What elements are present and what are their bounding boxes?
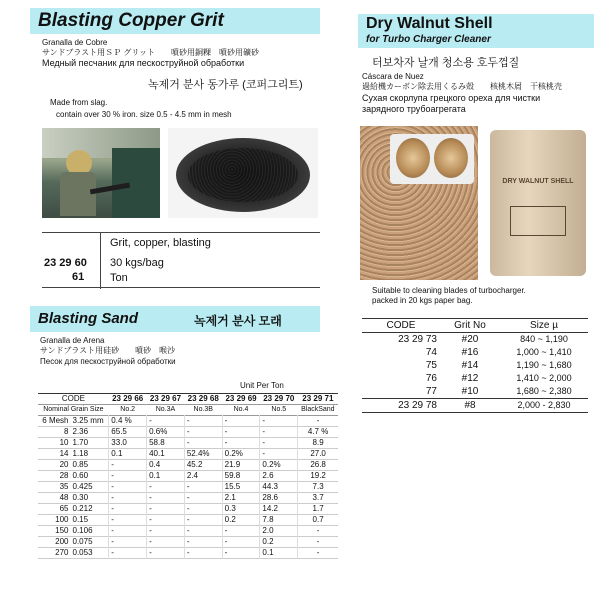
mesh-cell: 14 xyxy=(59,449,69,458)
mesh-cell: 8 xyxy=(64,427,69,436)
percent-cell: 27.0 xyxy=(298,449,338,460)
percent-cell: - xyxy=(184,515,222,526)
grit-cell: #20 xyxy=(461,334,479,345)
copper-spec-unit: Ton xyxy=(110,272,128,284)
percent-cell: 1.7 xyxy=(298,504,338,515)
walnut-size-header: Size µ xyxy=(530,320,558,331)
percent-cell: - xyxy=(184,526,222,537)
size-cell: 1.70 xyxy=(72,438,89,447)
percent-cell: 0.1 xyxy=(260,548,298,559)
percent-cell: - xyxy=(147,504,185,515)
code-cell: 23 29 73 xyxy=(398,334,437,345)
table-row xyxy=(38,482,338,493)
table-row xyxy=(38,471,338,482)
table-row xyxy=(362,333,588,347)
percent-cell: - xyxy=(184,416,222,427)
percent-cell: 65.5 xyxy=(109,427,147,438)
table-row xyxy=(362,372,588,385)
code-cell: 23 29 78 xyxy=(398,400,437,411)
percent-cell: - xyxy=(222,526,260,537)
size-cell: 1,190 ~ 1,680 xyxy=(516,360,572,370)
size-cell: 2.36 xyxy=(72,427,89,436)
sand-code-col: 23 29 69 xyxy=(225,394,257,403)
copper-grit-photo xyxy=(168,128,318,218)
mesh-cell: 65 xyxy=(59,504,69,513)
percent-cell: - xyxy=(298,537,338,548)
copper-title: Blasting Copper Grit xyxy=(38,10,224,31)
mesh-cell: 200 xyxy=(55,537,69,546)
walnut-japanese: 過給機カーボン除去用くるみ殻 核桃木屑 干核桃壳 xyxy=(362,82,562,91)
percent-cell: - xyxy=(109,460,147,471)
copper-spec-pack: 30 kgs/bag xyxy=(110,257,164,269)
size-cell: 1.18 xyxy=(72,449,89,458)
grit-cell: #14 xyxy=(461,360,479,371)
sand-title-banner xyxy=(30,306,320,332)
size-cell: 0.60 xyxy=(72,471,89,480)
percent-cell: - xyxy=(109,471,147,482)
percent-cell: - xyxy=(147,526,185,537)
copper-korean: 녹제거 분사 동가루 (코퍼그리트) xyxy=(148,79,303,91)
percent-cell: - xyxy=(147,537,185,548)
sand-code-col: 23 29 66 xyxy=(112,394,144,403)
walnut-spanish: Cáscara de Nuez xyxy=(362,72,424,81)
sand-no-col: No.4 xyxy=(233,406,249,413)
sand-grain-header: Nominal Grain Size xyxy=(43,406,104,413)
sand-code-header: CODE xyxy=(61,394,85,403)
table-row xyxy=(38,416,338,427)
table-row xyxy=(38,526,338,537)
percent-cell: 8.9 xyxy=(298,438,338,449)
copper-japanese: サンドブラスト用ＳＰ グリット 噴砂用銅粿 噴砂用礦砂 xyxy=(42,48,260,57)
percent-cell: - xyxy=(298,526,338,537)
percent-cell: - xyxy=(184,482,222,493)
percent-cell: - xyxy=(184,537,222,548)
percent-cell: - xyxy=(109,526,147,537)
percent-cell: - xyxy=(109,515,147,526)
percent-cell: - xyxy=(222,438,260,449)
code-cell: 77 xyxy=(425,386,437,397)
walnut-title-banner xyxy=(358,14,594,48)
percent-cell: 0.2 xyxy=(260,537,298,548)
table-row xyxy=(38,548,338,559)
percent-cell: - xyxy=(109,548,147,559)
copper-code-b: 61 xyxy=(72,271,85,283)
sand-no-col: No.5 xyxy=(271,406,287,413)
percent-cell: - xyxy=(184,504,222,515)
percent-cell: - xyxy=(109,537,147,548)
percent-cell: - xyxy=(147,493,185,504)
sand-title: Blasting Sand xyxy=(38,310,139,327)
percent-cell: 28.6 xyxy=(260,493,298,504)
percent-cell: 40.1 xyxy=(147,449,185,460)
sand-spanish: Granalla de Arena xyxy=(40,336,105,345)
percent-cell: 0.4 xyxy=(147,460,185,471)
percent-cell: - xyxy=(184,427,222,438)
copper-blasting-photo xyxy=(42,128,160,218)
percent-cell: - xyxy=(184,548,222,559)
table-row xyxy=(38,460,338,471)
mesh-cell: 150 xyxy=(55,526,69,535)
table-row xyxy=(38,438,338,449)
percent-cell: 3.7 xyxy=(298,493,338,504)
table-row xyxy=(38,537,338,548)
percent-cell: - xyxy=(222,548,260,559)
percent-cell: 59.8 xyxy=(222,471,260,482)
size-cell: 0.425 xyxy=(72,482,93,491)
walnut-bag-label: DRY WALNUT SHELL xyxy=(502,178,574,185)
walnut-granules-photo xyxy=(360,126,478,280)
table-row xyxy=(362,399,588,413)
sand-no-col: No.3B xyxy=(193,406,213,413)
percent-cell: 58.8 xyxy=(147,438,185,449)
size-cell: 0.053 xyxy=(72,548,93,557)
table-row xyxy=(362,385,588,399)
percent-cell: 0.1 xyxy=(147,471,185,482)
percent-cell: 19.2 xyxy=(298,471,338,482)
percent-cell: 0.7 xyxy=(298,515,338,526)
percent-cell: - xyxy=(222,427,260,438)
sand-russian: Песок для пескоструйной обработки xyxy=(40,357,176,366)
size-cell: 1,680 ~ 2,380 xyxy=(516,386,572,396)
percent-cell: - xyxy=(109,493,147,504)
size-cell: 3.25 mm xyxy=(72,416,104,425)
percent-cell: 0.2% xyxy=(222,449,260,460)
percent-cell: - xyxy=(147,482,185,493)
grit-cell: #16 xyxy=(461,347,479,358)
percent-cell: - xyxy=(260,427,298,438)
mesh-cell: 28 xyxy=(59,471,69,480)
table-row xyxy=(38,427,338,438)
walnut-note-packed: packed in 20 kgs paper bag. xyxy=(372,296,473,305)
percent-cell: 15.5 xyxy=(222,482,260,493)
size-cell: 0.85 xyxy=(72,460,89,469)
percent-cell: - xyxy=(222,416,260,427)
grit-cell: #8 xyxy=(464,400,476,411)
walnut-russian-1: Сухая скорлупа грецкого ореха для чистки xyxy=(362,93,541,103)
size-cell: 840 ~ 1,190 xyxy=(520,334,568,344)
sand-code-col: 23 29 70 xyxy=(263,394,295,403)
sand-code-col: 23 29 71 xyxy=(302,394,334,403)
walnut-subtitle: for Turbo Charger Cleaner xyxy=(366,34,491,45)
size-cell: 0.075 xyxy=(72,537,93,546)
percent-cell: 0.4 % xyxy=(109,416,147,427)
mesh-cell: 6 Mesh xyxy=(42,416,69,425)
percent-cell: 2.0 xyxy=(260,526,298,537)
percent-cell: - xyxy=(184,438,222,449)
sand-no-col: No.3A xyxy=(155,406,176,413)
size-cell: 1,410 ~ 2,000 xyxy=(516,373,572,383)
percent-cell: - xyxy=(147,416,185,427)
walnut-note-suitable: Suitable to cleaning blades of turbocharger. xyxy=(372,286,526,295)
sand-korean: 녹제거 분사 모래 xyxy=(194,314,282,328)
percent-cell: - xyxy=(260,438,298,449)
walnut-size-table xyxy=(362,318,588,413)
percent-cell: - xyxy=(260,416,298,427)
walnut-korean: 터보차자 날개 청소용 호두껍질 xyxy=(372,57,520,69)
size-cell: 0.30 xyxy=(72,493,89,502)
sand-japanese: サンドブラスト用硅砂 噴砂 喉沙 xyxy=(40,346,176,355)
table-row xyxy=(38,493,338,504)
walnut-russian-2: зарядного трубоагрегата xyxy=(362,104,466,114)
percent-cell: 0.3 xyxy=(222,504,260,515)
table-row xyxy=(362,346,588,359)
percent-cell: 0.2 xyxy=(222,515,260,526)
percent-cell: 2.6 xyxy=(260,471,298,482)
sand-grain-table xyxy=(38,393,338,559)
code-cell: 75 xyxy=(425,360,437,371)
grit-cell: #10 xyxy=(461,386,479,397)
sand-unit-label: Unit Per Ton xyxy=(240,381,284,390)
percent-cell: 2.1 xyxy=(222,493,260,504)
percent-cell: - xyxy=(298,548,338,559)
copper-spec-table xyxy=(42,232,320,288)
table-row xyxy=(362,359,588,372)
mesh-cell: 48 xyxy=(59,493,69,502)
percent-cell: - xyxy=(109,482,147,493)
copper-note-iron: contain over 30 % iron. size 0.5 - 4.5 mm in mesh xyxy=(56,110,232,119)
percent-cell: 0.1 xyxy=(109,449,147,460)
copper-title-banner xyxy=(30,8,320,34)
mesh-cell: 100 xyxy=(55,515,69,524)
size-cell: 1,000 ~ 1,410 xyxy=(516,347,572,357)
copper-code-a: 23 29 60 xyxy=(44,257,87,269)
copper-spanish: Granalla de Cobre xyxy=(42,38,108,47)
copper-russian: Медный песчаник для пескоструйной обработки xyxy=(42,58,245,68)
table-row xyxy=(38,515,338,526)
percent-cell: - xyxy=(147,548,185,559)
percent-cell: - xyxy=(222,537,260,548)
percent-cell: - xyxy=(147,515,185,526)
percent-cell: 44.3 xyxy=(260,482,298,493)
percent-cell: - xyxy=(298,416,338,427)
percent-cell: 2.4 xyxy=(184,471,222,482)
size-cell: 2,000 - 2,830 xyxy=(517,400,571,410)
copper-spec-desc: Grit, copper, blasting xyxy=(110,237,211,249)
percent-cell: 0.6% xyxy=(147,427,185,438)
size-cell: 0.212 xyxy=(72,504,93,513)
mesh-cell: 35 xyxy=(59,482,69,491)
copper-note-slag: Made from slag. xyxy=(50,98,108,107)
percent-cell: 52.4% xyxy=(184,449,222,460)
walnut-code-header: CODE xyxy=(386,320,416,331)
percent-cell: 7.8 xyxy=(260,515,298,526)
table-row xyxy=(38,504,338,515)
code-cell: 74 xyxy=(425,347,437,358)
percent-cell: 0.2% xyxy=(260,460,298,471)
size-cell: 0.15 xyxy=(72,515,89,524)
percent-cell: 45.2 xyxy=(184,460,222,471)
percent-cell: 4.7 % xyxy=(298,427,338,438)
code-cell: 76 xyxy=(425,373,437,384)
walnut-grit-header: Grit No xyxy=(454,320,486,331)
percent-cell: 33.0 xyxy=(109,438,147,449)
walnut-title: Dry Walnut Shell xyxy=(366,15,493,32)
percent-cell: 26.8 xyxy=(298,460,338,471)
walnut-bag-photo xyxy=(482,126,594,280)
percent-cell: - xyxy=(260,449,298,460)
size-cell: 0.106 xyxy=(72,526,93,535)
sand-code-col: 23 29 67 xyxy=(149,394,182,403)
percent-cell: - xyxy=(184,493,222,504)
grit-cell: #12 xyxy=(461,373,479,384)
percent-cell: 14.2 xyxy=(260,504,298,515)
mesh-cell: 20 xyxy=(59,460,69,469)
percent-cell: - xyxy=(109,504,147,515)
mesh-cell: 270 xyxy=(55,548,69,557)
sand-no-col: BlackSand xyxy=(301,406,335,413)
sand-code-col: 23 29 68 xyxy=(187,394,219,403)
table-row xyxy=(38,449,338,460)
percent-cell: 7.3 xyxy=(298,482,338,493)
mesh-cell: 10 xyxy=(59,438,69,447)
sand-no-col: No.2 xyxy=(120,406,136,413)
percent-cell: 21.9 xyxy=(222,460,260,471)
